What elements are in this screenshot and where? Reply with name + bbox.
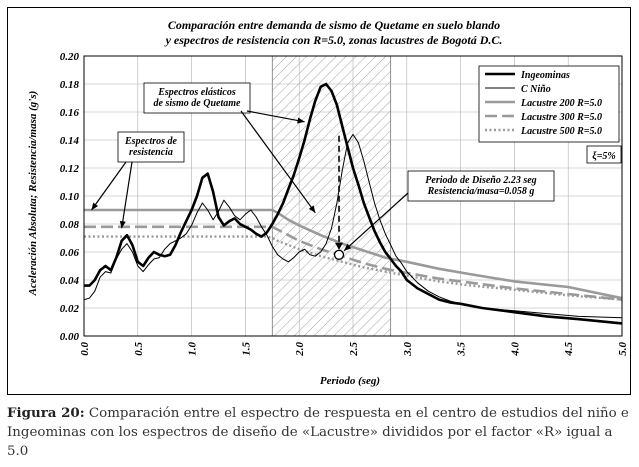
legend-label: Ingeominas [521, 70, 570, 81]
x-tick-label: 0.5 [132, 342, 145, 356]
caption-label: Figura 20: [7, 405, 85, 421]
y-tick-label: 0.08 [59, 219, 79, 231]
chart-svg [8, 8, 632, 396]
x-tick-label: 1.5 [240, 342, 253, 356]
chart-title-line1: Comparación entre demanda de sismo de Quetame en suelo blando [167, 18, 501, 32]
annotation-elastic-text: Espectros elásticos [158, 87, 236, 98]
y-tick-label: 0.10 [59, 191, 79, 203]
y-tick-label: 0.02 [59, 303, 79, 315]
figure-caption [7, 404, 633, 461]
x-tick-label: 0.0 [79, 342, 91, 356]
annotation-design-text: Periodo de Diseño 2.23 seg [425, 175, 537, 186]
damping-label: ξ=5% [592, 151, 616, 162]
chart-frame [7, 7, 631, 395]
y-tick-label: 0.06 [59, 247, 79, 259]
x-tick-label: 4.5 [563, 342, 576, 356]
legend-label: C Niño [521, 84, 551, 95]
annotation-elastic-text: de sismo de Quetame [153, 98, 241, 109]
y-tick-label: 0.16 [59, 107, 79, 119]
caption-text: Comparación entre el espectro de respuesta en el centro de estudios del niño e Ingeominas con los espectros de diseño de «Lacustre» divididos por el factor «R» igual a 5.0 [7, 406, 629, 459]
chart-title-line2: y espectros de resistencia con R=5.0, zonas lacustres de Bogotá D.C. [165, 33, 503, 47]
annotation-resistance-text: resistencia [129, 147, 173, 158]
y-tick-label: 0.04 [59, 275, 79, 287]
annotation-design-text: Resistencia/masa=0.058 g [427, 186, 535, 197]
x-axis-label: Periodo (seg) [319, 375, 381, 387]
x-tick-label: 2.0 [294, 342, 307, 356]
y-tick-label: 0.00 [59, 331, 79, 343]
y-tick-label: 0.14 [59, 135, 79, 147]
y-tick-label: 0.12 [59, 163, 79, 175]
y-tick-label: 0.18 [59, 79, 79, 91]
y-tick-label: 0.20 [59, 51, 79, 63]
x-tick-label: 3.0 [401, 342, 414, 356]
x-tick-label: 3.5 [455, 342, 468, 356]
x-tick-label: 4.0 [509, 342, 522, 356]
y-axis-label: Aceleración Absoluta; Resistencia/masa (g's) [27, 90, 39, 296]
legend-label: Lacustre 200 R=5.0 [521, 98, 602, 109]
x-tick-label: 1.0 [186, 342, 199, 356]
annotation-resistance-text: Espectros de [125, 136, 177, 147]
annotation-resistance-arrow [122, 162, 132, 228]
legend-label: Lacustre 300 R=5.0 [521, 112, 602, 123]
design-point-marker [335, 250, 344, 259]
annotation-resistance-arrow [92, 162, 126, 210]
x-tick-label: 5.0 [617, 342, 629, 356]
legend-label: Lacustre 500 R=5.0 [521, 126, 602, 137]
x-tick-label: 2.5 [348, 342, 360, 356]
